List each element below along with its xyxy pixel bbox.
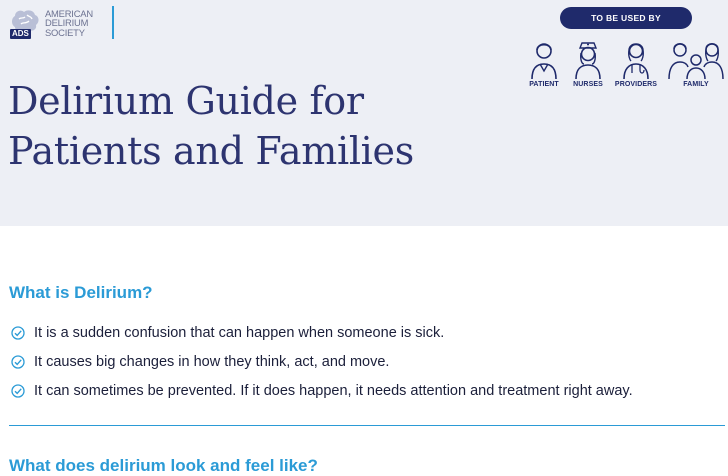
logo-wordmark <box>45 9 93 38</box>
brain-icon <box>9 7 41 40</box>
delirium-facts-list <box>11 318 711 405</box>
logo-badge: ADS <box>12 28 29 38</box>
list-item <box>11 347 711 376</box>
logo-divider <box>112 6 114 39</box>
nurse-icon <box>572 40 604 80</box>
section-heading-look-and-feel: What does delirium look and feel like? <box>9 456 318 475</box>
ads-logo <box>9 6 117 40</box>
role-patient <box>526 40 562 88</box>
title-line: Patients and Families <box>8 129 414 173</box>
list-item-text: It can sometimes be prevented. If it does happen, it needs attention and treatment right away. <box>34 382 633 399</box>
role-providers <box>614 40 658 88</box>
list-item <box>11 318 711 347</box>
role-family <box>666 40 726 88</box>
section-divider <box>9 425 725 426</box>
used-by-badge: TO BE USED BY <box>560 7 692 29</box>
provider-icon <box>620 40 652 80</box>
role-label: NURSES <box>573 81 603 88</box>
list-item-text: It is a sudden confusion that can happen when someone is sick. <box>34 324 445 341</box>
role-label: PROVIDERS <box>614 81 658 88</box>
role-label: PATIENT <box>529 81 559 88</box>
logo-line: SOCIETY <box>45 26 85 38</box>
patient-icon <box>529 40 559 80</box>
role-nurses <box>569 40 607 88</box>
list-item-text: It causes big changes in how they think, act, and move. <box>34 353 390 370</box>
check-circle-icon <box>11 355 25 369</box>
check-circle-icon <box>11 384 25 398</box>
audience-icons <box>522 40 728 96</box>
title-line: Delirium Guide for <box>8 79 364 123</box>
check-circle-icon <box>11 326 25 340</box>
page-title <box>8 76 478 176</box>
list-item <box>11 376 711 405</box>
header-band <box>0 0 728 226</box>
role-label: FAMILY <box>683 81 709 88</box>
logo-line: AMERICAN <box>45 7 93 19</box>
logo-line: DELIRIUM <box>45 17 89 29</box>
section-heading-what-is-delirium: What is Delirium? <box>9 283 153 302</box>
family-icon <box>667 40 725 80</box>
